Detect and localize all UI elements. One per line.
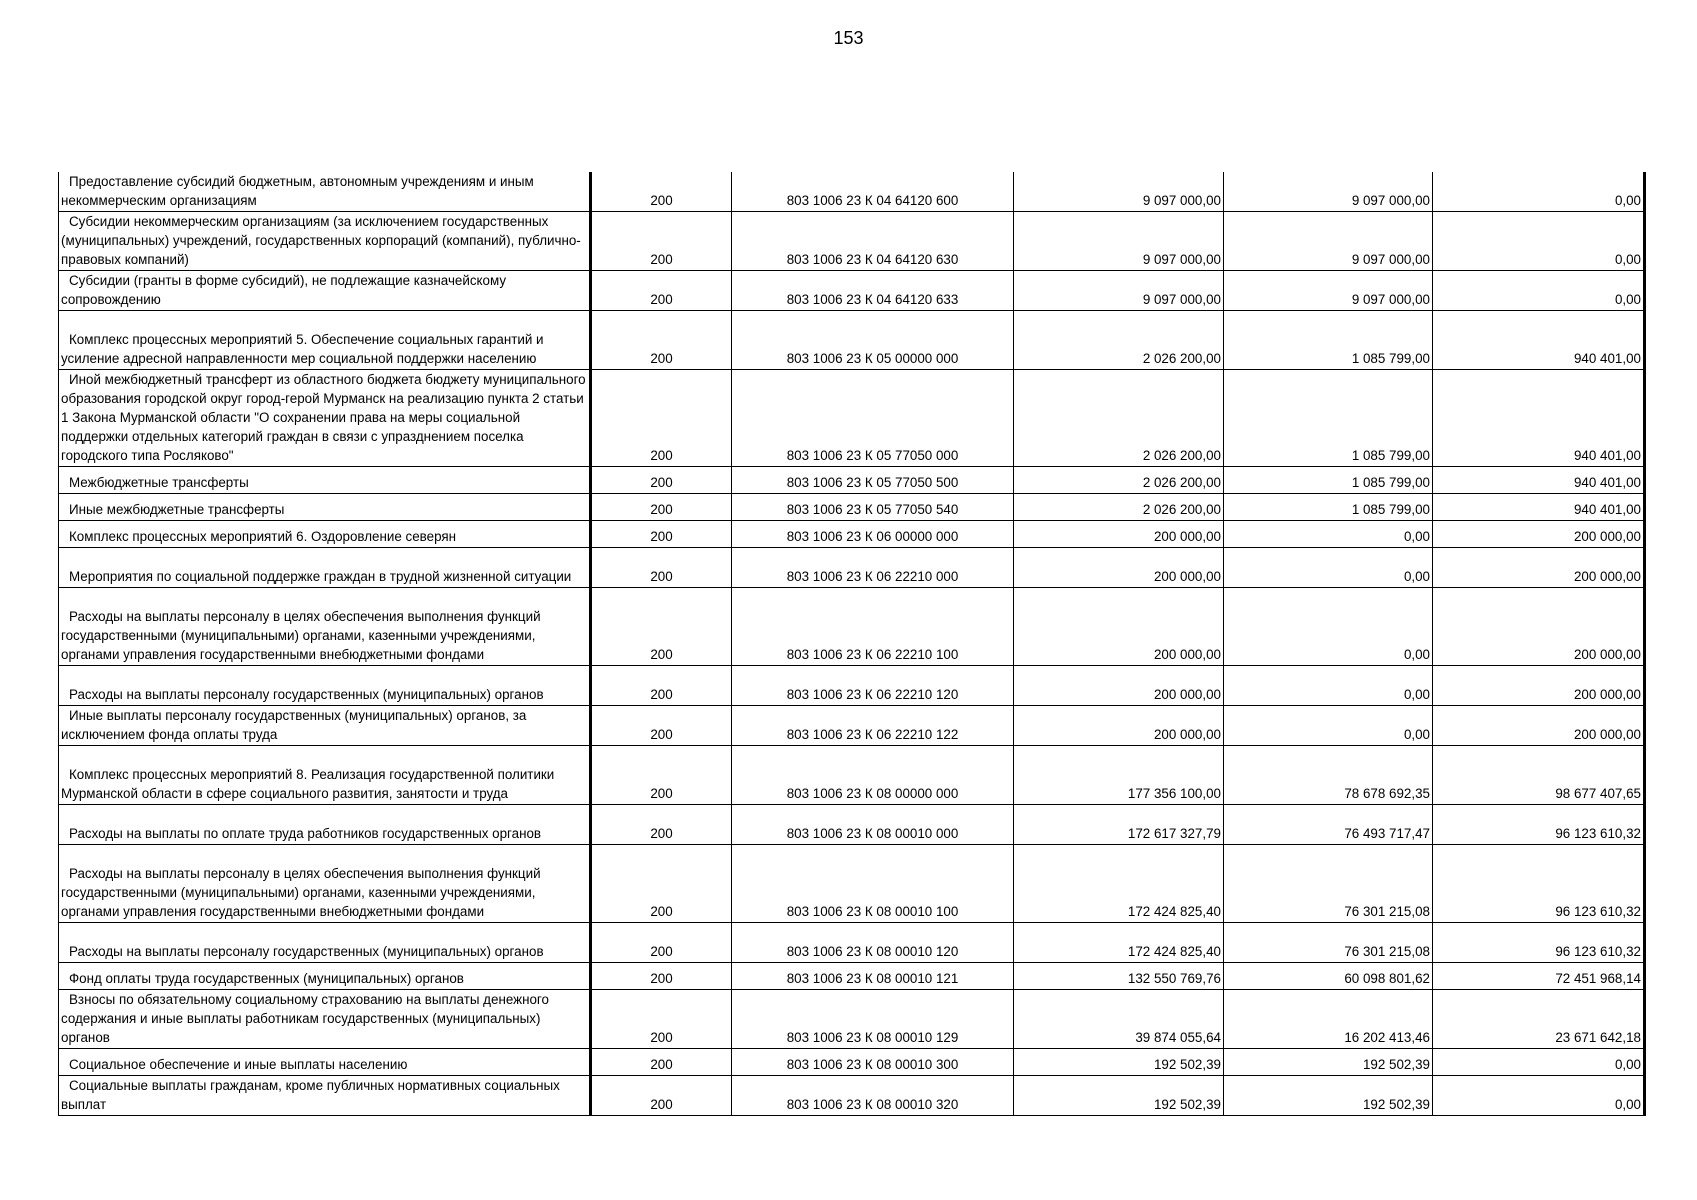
row-name: Расходы на выплаты персоналу государственных (муниципальных) органов <box>59 923 591 963</box>
row-remainder-amount: 940 401,00 <box>1433 494 1645 521</box>
row-code: 200 <box>591 666 732 706</box>
table-row <box>59 494 1645 521</box>
row-remainder-amount: 23 671 642,18 <box>1433 990 1645 1049</box>
row-code: 200 <box>591 271 732 311</box>
page-number: 153 <box>833 28 864 48</box>
table-row <box>59 805 1645 845</box>
row-code: 200 <box>591 1076 732 1116</box>
row-remainder-amount: 96 123 610,32 <box>1433 923 1645 963</box>
table-row <box>59 521 1645 548</box>
row-remainder-amount: 98 677 407,65 <box>1433 746 1645 805</box>
row-budget-classification: 803 1006 23 К 08 00010 120 <box>732 923 1014 963</box>
row-code: 200 <box>591 706 732 746</box>
row-remainder-amount: 200 000,00 <box>1433 706 1645 746</box>
row-budget-classification: 803 1006 23 К 05 77050 000 <box>732 370 1014 467</box>
row-name: Фонд оплаты труда государственных (муниципальных) органов <box>59 963 591 990</box>
row-executed-amount: 192 502,39 <box>1224 1076 1433 1116</box>
table-row <box>59 370 1645 467</box>
row-name: Иные выплаты персоналу государственных (муниципальных) органов, за исключением фонда оплаты труда <box>59 706 591 746</box>
row-budget-classification: 803 1006 23 К 06 22210 120 <box>732 666 1014 706</box>
table-row <box>59 212 1645 271</box>
row-budget-classification: 803 1006 23 К 05 00000 000 <box>732 311 1014 370</box>
row-name: Субсидии (гранты в форме субсидий), не подлежащие казначейскому сопровождению <box>59 271 591 311</box>
row-budget-classification: 803 1006 23 К 06 22210 100 <box>732 588 1014 666</box>
row-executed-amount: 0,00 <box>1224 548 1433 588</box>
table-row <box>59 271 1645 311</box>
row-remainder-amount: 940 401,00 <box>1433 370 1645 467</box>
row-code: 200 <box>591 588 732 666</box>
row-budget-classification: 803 1006 23 К 08 00010 129 <box>732 990 1014 1049</box>
row-budget-classification: 803 1006 23 К 08 00000 000 <box>732 746 1014 805</box>
row-name: Взносы по обязательному социальному страхованию на выплаты денежного содержания и иные выплаты работникам государственных (муниципальных) органов <box>59 990 591 1049</box>
row-name: Межбюджетные трансферты <box>59 467 591 494</box>
table-row <box>59 172 1645 212</box>
row-approved-amount: 9 097 000,00 <box>1014 172 1224 212</box>
row-budget-classification: 803 1006 23 К 08 00010 320 <box>732 1076 1014 1116</box>
row-name: Социальное обеспечение и иные выплаты населению <box>59 1049 591 1076</box>
table-row <box>59 963 1645 990</box>
row-budget-classification: 803 1006 23 К 08 00010 121 <box>732 963 1014 990</box>
row-approved-amount: 200 000,00 <box>1014 548 1224 588</box>
table-row <box>59 1076 1645 1116</box>
row-remainder-amount: 200 000,00 <box>1433 666 1645 706</box>
row-code: 200 <box>591 963 732 990</box>
row-code: 200 <box>591 494 732 521</box>
row-name: Предоставление субсидий бюджетным, автономным учреждениям и иным некоммерческим организациям <box>59 172 591 212</box>
row-approved-amount: 200 000,00 <box>1014 666 1224 706</box>
row-approved-amount: 192 502,39 <box>1014 1076 1224 1116</box>
row-approved-amount: 192 502,39 <box>1014 1049 1224 1076</box>
row-name: Комплекс процессных мероприятий 5. Обеспечение социальных гарантий и усиление адресной направленности мер социальной поддержки населению <box>59 311 591 370</box>
budget-table <box>58 172 1646 1116</box>
row-executed-amount: 1 085 799,00 <box>1224 370 1433 467</box>
row-code: 200 <box>591 212 732 271</box>
row-executed-amount: 16 202 413,46 <box>1224 990 1433 1049</box>
row-executed-amount: 78 678 692,35 <box>1224 746 1433 805</box>
row-budget-classification: 803 1006 23 К 06 22210 000 <box>732 548 1014 588</box>
row-approved-amount: 2 026 200,00 <box>1014 370 1224 467</box>
row-executed-amount: 0,00 <box>1224 666 1433 706</box>
row-executed-amount: 76 301 215,08 <box>1224 923 1433 963</box>
row-remainder-amount: 940 401,00 <box>1433 311 1645 370</box>
row-name: Субсидии некоммерческим организациям (за исключением государственных (муниципальных) учреждений, государственных корпораций (компаний), публично-правовых компаний) <box>59 212 591 271</box>
row-remainder-amount: 0,00 <box>1433 1076 1645 1116</box>
row-budget-classification: 803 1006 23 К 08 00010 000 <box>732 805 1014 845</box>
row-executed-amount: 0,00 <box>1224 521 1433 548</box>
row-code: 200 <box>591 805 732 845</box>
row-budget-classification: 803 1006 23 К 06 22210 122 <box>732 706 1014 746</box>
row-budget-classification: 803 1006 23 К 04 64120 600 <box>732 172 1014 212</box>
table-row <box>59 1049 1645 1076</box>
row-approved-amount: 172 424 825,40 <box>1014 923 1224 963</box>
row-remainder-amount: 0,00 <box>1433 271 1645 311</box>
table-row <box>59 746 1645 805</box>
row-approved-amount: 200 000,00 <box>1014 706 1224 746</box>
row-remainder-amount: 96 123 610,32 <box>1433 845 1645 923</box>
row-executed-amount: 192 502,39 <box>1224 1049 1433 1076</box>
table-row <box>59 845 1645 923</box>
row-name: Мероприятия по социальной поддержке граждан в трудной жизненной ситуации <box>59 548 591 588</box>
row-approved-amount: 172 424 825,40 <box>1014 845 1224 923</box>
budget-table-body <box>59 172 1645 1116</box>
row-name: Иной межбюджетный трансферт из областного бюджета бюджету муниципального образования городской округ город-герой Мурманск на реализацию пункта 2 статьи 1 Закона Мурманской области "О сохранении права на меры социальной поддержки отдельных категорий граждан в связи с упразднением поселка городского типа Росляково" <box>59 370 591 467</box>
row-approved-amount: 172 617 327,79 <box>1014 805 1224 845</box>
row-code: 200 <box>591 746 732 805</box>
table-row <box>59 588 1645 666</box>
row-executed-amount: 1 085 799,00 <box>1224 311 1433 370</box>
row-code: 200 <box>591 311 732 370</box>
row-executed-amount: 9 097 000,00 <box>1224 271 1433 311</box>
row-approved-amount: 2 026 200,00 <box>1014 311 1224 370</box>
table-row <box>59 923 1645 963</box>
row-code: 200 <box>591 521 732 548</box>
row-code: 200 <box>591 370 732 467</box>
row-budget-classification: 803 1006 23 К 04 64120 633 <box>732 271 1014 311</box>
row-executed-amount: 1 085 799,00 <box>1224 467 1433 494</box>
row-remainder-amount: 200 000,00 <box>1433 548 1645 588</box>
row-remainder-amount: 72 451 968,14 <box>1433 963 1645 990</box>
row-name: Расходы на выплаты персоналу государственных (муниципальных) органов <box>59 666 591 706</box>
row-budget-classification: 803 1006 23 К 04 64120 630 <box>732 212 1014 271</box>
row-budget-classification: 803 1006 23 К 06 00000 000 <box>732 521 1014 548</box>
row-approved-amount: 177 356 100,00 <box>1014 746 1224 805</box>
row-remainder-amount: 0,00 <box>1433 1049 1645 1076</box>
row-code: 200 <box>591 845 732 923</box>
row-remainder-amount: 200 000,00 <box>1433 521 1645 548</box>
row-remainder-amount: 0,00 <box>1433 212 1645 271</box>
row-executed-amount: 0,00 <box>1224 706 1433 746</box>
row-executed-amount: 60 098 801,62 <box>1224 963 1433 990</box>
row-executed-amount: 1 085 799,00 <box>1224 494 1433 521</box>
table-row <box>59 311 1645 370</box>
row-approved-amount: 200 000,00 <box>1014 588 1224 666</box>
row-name: Комплекс процессных мероприятий 8. Реализация государственной политики Мурманской области в сфере социального развития, занятости и труда <box>59 746 591 805</box>
row-executed-amount: 9 097 000,00 <box>1224 172 1433 212</box>
row-budget-classification: 803 1006 23 К 08 00010 300 <box>732 1049 1014 1076</box>
table-row <box>59 990 1645 1049</box>
table-row <box>59 706 1645 746</box>
row-executed-amount: 76 301 215,08 <box>1224 845 1433 923</box>
row-name: Расходы на выплаты персоналу в целях обеспечения выполнения функций государственными (муниципальными) органами, казенными учреждениями, органами управления государственными внебюджетными фондами <box>59 588 591 666</box>
table-row <box>59 548 1645 588</box>
row-executed-amount: 76 493 717,47 <box>1224 805 1433 845</box>
row-name: Комплекс процессных мероприятий 6. Оздоровление северян <box>59 521 591 548</box>
row-code: 200 <box>591 548 732 588</box>
row-name: Расходы на выплаты персоналу в целях обеспечения выполнения функций государственными (муниципальными) органами, казенными учреждениями, органами управления государственными внебюджетными фондами <box>59 845 591 923</box>
table-row <box>59 666 1645 706</box>
row-executed-amount: 9 097 000,00 <box>1224 212 1433 271</box>
row-name: Расходы на выплаты по оплате труда работников государственных органов <box>59 805 591 845</box>
row-remainder-amount: 940 401,00 <box>1433 467 1645 494</box>
row-approved-amount: 9 097 000,00 <box>1014 212 1224 271</box>
row-approved-amount: 39 874 055,64 <box>1014 990 1224 1049</box>
row-name: Социальные выплаты гражданам, кроме публичных нормативных социальных выплат <box>59 1076 591 1116</box>
row-remainder-amount: 0,00 <box>1433 172 1645 212</box>
table-row <box>59 467 1645 494</box>
row-executed-amount: 0,00 <box>1224 588 1433 666</box>
row-name: Иные межбюджетные трансферты <box>59 494 591 521</box>
row-budget-classification: 803 1006 23 К 05 77050 500 <box>732 467 1014 494</box>
row-approved-amount: 132 550 769,76 <box>1014 963 1224 990</box>
row-approved-amount: 2 026 200,00 <box>1014 494 1224 521</box>
row-remainder-amount: 96 123 610,32 <box>1433 805 1645 845</box>
row-approved-amount: 2 026 200,00 <box>1014 467 1224 494</box>
row-code: 200 <box>591 172 732 212</box>
row-code: 200 <box>591 990 732 1049</box>
row-remainder-amount: 200 000,00 <box>1433 588 1645 666</box>
row-approved-amount: 200 000,00 <box>1014 521 1224 548</box>
row-code: 200 <box>591 467 732 494</box>
row-approved-amount: 9 097 000,00 <box>1014 271 1224 311</box>
row-code: 200 <box>591 923 732 963</box>
row-code: 200 <box>591 1049 732 1076</box>
row-budget-classification: 803 1006 23 К 08 00010 100 <box>732 845 1014 923</box>
row-budget-classification: 803 1006 23 К 05 77050 540 <box>732 494 1014 521</box>
